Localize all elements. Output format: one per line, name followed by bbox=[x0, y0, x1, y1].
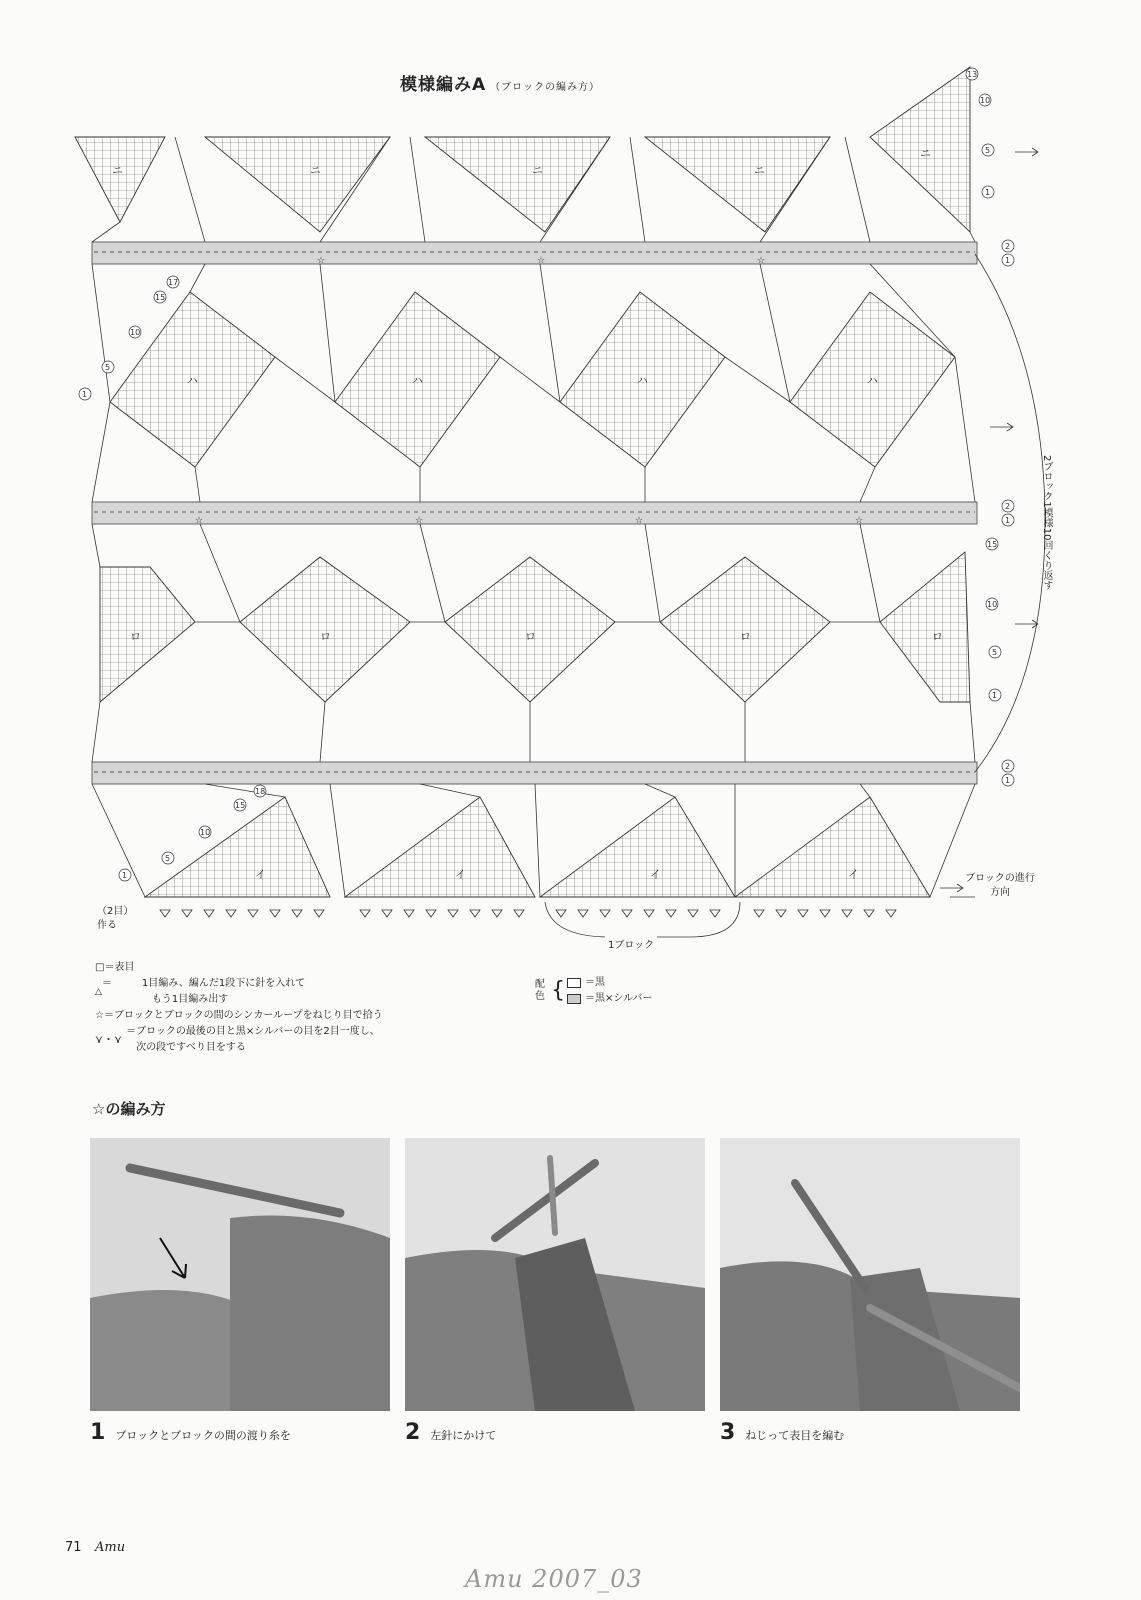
cast-on-text: （2目）作る bbox=[97, 906, 129, 931]
row-ni bbox=[75, 67, 970, 232]
block-label-ni-4: ニ bbox=[754, 164, 765, 177]
svg-text:☆: ☆ bbox=[195, 516, 204, 526]
block-label-ro-3: ロ bbox=[525, 630, 536, 643]
step-number-2: 2 bbox=[405, 1420, 421, 1445]
cast-on-label bbox=[97, 905, 129, 933]
step-number-3: 3 bbox=[720, 1420, 736, 1445]
row-10-i: 10 bbox=[200, 828, 211, 837]
row-13: 13 bbox=[967, 70, 978, 79]
row-1-ha: 1 bbox=[82, 390, 88, 399]
svg-text:☆: ☆ bbox=[317, 256, 326, 266]
block-label-ro-5: ロ bbox=[932, 630, 943, 643]
silver-swatch-icon bbox=[567, 994, 581, 1004]
step-number-1: 1 bbox=[90, 1420, 106, 1445]
block-label-ha-4: ハ bbox=[867, 374, 878, 387]
step-photo-3 bbox=[720, 1138, 1020, 1411]
band-3 bbox=[92, 762, 977, 784]
color-black bbox=[567, 975, 652, 991]
row-5-top: 5 bbox=[985, 146, 991, 155]
step-text-1: ブロックとブロックの間の渡り糸を bbox=[115, 1429, 291, 1442]
row-5-i: 5 bbox=[165, 854, 171, 863]
step-caption-2 bbox=[405, 1420, 496, 1445]
svg-text:☆: ☆ bbox=[635, 516, 644, 526]
step-photo-2 bbox=[405, 1138, 705, 1411]
page-number: 71 bbox=[65, 1540, 82, 1555]
step-text-2: 左針にかけて bbox=[430, 1429, 497, 1442]
color-black-silver bbox=[567, 991, 652, 1007]
direction-label-text: ブロックの進行方向 bbox=[965, 873, 1035, 898]
row-10-ro: 10 bbox=[987, 600, 998, 609]
row-2-band3: 2 bbox=[1005, 762, 1011, 771]
knitting-chart bbox=[70, 62, 1060, 942]
row-10-top: 10 bbox=[980, 96, 991, 105]
brace-icon: { bbox=[551, 978, 565, 1003]
block-label-ha-3: ハ bbox=[637, 374, 648, 387]
legend-k2tog bbox=[95, 1024, 535, 1056]
block-label-i-1: イ bbox=[255, 868, 266, 881]
row-5-ha: 5 bbox=[105, 363, 111, 372]
block-label-ha-1: ハ bbox=[187, 374, 198, 387]
legend-k2tog-text: ＝ブロックの最後の目と黒×シルバーの目を2目一度し、 次の段ですべり目をする bbox=[126, 1026, 380, 1053]
row-1-band1: 1 bbox=[1005, 256, 1011, 265]
step-text-3: ねじって表目を編む bbox=[745, 1429, 845, 1442]
legend-lifted-increase-text: ＝ 1目編み、編んだ1段下に針を入れて もう1目編み出す bbox=[101, 978, 306, 1005]
step-caption-3 bbox=[720, 1420, 844, 1445]
block-label-ni-2: ニ bbox=[310, 164, 321, 177]
block-label-i-4: イ bbox=[848, 868, 859, 881]
band-1 bbox=[92, 242, 977, 264]
block-label-i-2: イ bbox=[455, 868, 466, 881]
direction-label bbox=[965, 872, 1035, 900]
row-1-band2: 1 bbox=[1005, 516, 1011, 525]
svg-text:☆: ☆ bbox=[415, 516, 424, 526]
block-label-ni-5: ニ bbox=[920, 147, 931, 160]
chart-title-text: 模様編みA bbox=[400, 75, 487, 95]
chart-subtitle: （ブロックの編み方） bbox=[490, 82, 600, 93]
row-2-band1: 2 bbox=[1005, 242, 1011, 251]
row-1-i: 1 bbox=[122, 871, 128, 880]
row-2-band2: 2 bbox=[1005, 502, 1011, 511]
color-key bbox=[535, 975, 652, 1007]
symbol-legend bbox=[95, 960, 535, 1056]
row-1-ro: 1 bbox=[992, 691, 998, 700]
svg-text:☆: ☆ bbox=[855, 516, 864, 526]
block-label-ro-4: ロ bbox=[740, 630, 751, 643]
block-label-ha-2: ハ bbox=[412, 374, 423, 387]
section-heading: ☆の編み方 bbox=[92, 1100, 166, 1118]
black-swatch-icon bbox=[567, 978, 581, 988]
legend-star: ☆＝ブロックとブロックの間のシンカーループをねじり目で拾う bbox=[95, 1010, 383, 1021]
band-2 bbox=[92, 502, 977, 524]
row-ha bbox=[110, 292, 955, 467]
row-10-ha: 10 bbox=[130, 328, 141, 337]
step-photo-1 bbox=[90, 1138, 390, 1411]
row-ro bbox=[100, 552, 970, 702]
row-1-band3: 1 bbox=[1005, 776, 1011, 785]
row-18: 18 bbox=[255, 787, 266, 796]
legend-knit: □＝表目 bbox=[95, 962, 135, 973]
legend-lifted-increase bbox=[95, 976, 535, 1008]
svg-text:☆: ☆ bbox=[537, 256, 546, 266]
repeat-label: 2ブロック1模様10回くり返す bbox=[1041, 455, 1052, 591]
k2tog-symbol-icon: ⋎・⋎ bbox=[95, 1033, 123, 1046]
block-label-ni-3: ニ bbox=[532, 164, 543, 177]
color-black-silver-text: ＝黒×シルバー bbox=[585, 993, 653, 1004]
cast-on-triangles bbox=[160, 910, 896, 917]
triangle-symbol-icon: △ bbox=[95, 987, 102, 997]
watermark: Amu 2007_03 bbox=[465, 1565, 643, 1593]
row-17: 17 bbox=[168, 278, 179, 287]
block-label-i-3: イ bbox=[650, 868, 661, 881]
row-15-i: 15 bbox=[235, 801, 246, 810]
svg-text:☆: ☆ bbox=[757, 256, 766, 266]
step-caption-1 bbox=[90, 1420, 291, 1445]
block-label-ro-1: ロ bbox=[130, 630, 141, 643]
magazine-name: Amu bbox=[95, 1540, 126, 1555]
color-key-label: 配色 bbox=[535, 979, 545, 1002]
star-markers bbox=[195, 256, 863, 526]
block-label-ni-1: ニ bbox=[112, 164, 123, 177]
row-1-top: 1 bbox=[985, 188, 991, 197]
one-block-label: 1ブロック bbox=[605, 936, 657, 951]
block-label-ro-2: ロ bbox=[320, 630, 331, 643]
row-15-ha: 15 bbox=[155, 293, 166, 302]
row-15-ro: 15 bbox=[987, 540, 998, 549]
color-black-text: ＝黒 bbox=[585, 977, 605, 988]
row-5-ro: 5 bbox=[992, 648, 998, 657]
